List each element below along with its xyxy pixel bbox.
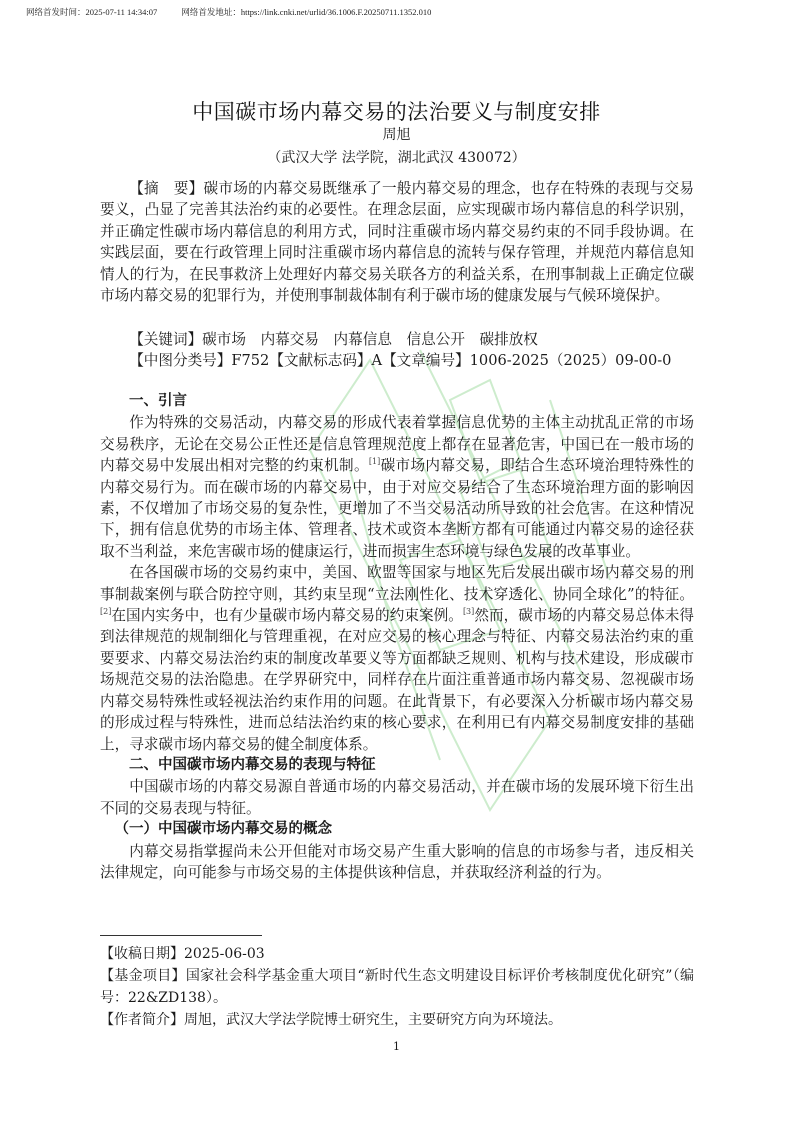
section-heading: 二、中国碳市场内幕交易的表现与特征	[129, 756, 376, 773]
article-author: 周旭	[382, 127, 411, 143]
abstract-label: 【摘 要】	[129, 180, 204, 197]
citation-ref[interactable]: [2]	[100, 607, 112, 617]
publish-url: 网络首发地址：https://link.cnki.net/urlid/36.1006.F.20250711.1352.010	[181, 7, 432, 17]
article-affiliation: （武汉大学 法学院，湖北武汉 430072）	[267, 150, 526, 166]
paragraph: 中国碳市场的内幕交易源自普通市场的内幕交易活动，并在碳市场的发展环境下衍生出不同的交易表现与特征。	[100, 778, 694, 817]
paragraph	[100, 562, 694, 755]
citation-ref[interactable]: [1]	[368, 457, 381, 467]
keyword: 内幕信息	[333, 331, 392, 348]
publish-time: 网络首发时间：2025-07-11 14:34:07	[26, 7, 158, 17]
keyword: 内幕交易	[260, 331, 319, 348]
footnote-value: 国家社会科学基金重大项目“新时代生态文明建设目标评价考核制度优化研究”（编号：22&ZD138）。	[100, 968, 694, 1006]
publish-header	[26, 6, 453, 18]
footnote-author	[100, 1009, 694, 1031]
abstract	[100, 178, 694, 306]
paragraph-text: 碳市场内幕交易，即结合生态环境治理特殊性的内幕交易行为。而在碳市场的内幕交易中，由于对应交易结合了生态环境治理方面的影响因素，不仅增加了市场交易的复杂性，更增加了不当交易活动所导致的社会危害。在这种情况下，拥有信息优势的市场主体、管理者、技术或资本垄断方都有可能通过内幕交易的途径获取不当利益，来危害碳市场的健康运行，进而损害生态环境与绿色发展的改革事业。	[100, 457, 694, 560]
abstract-text: 碳市场的内幕交易既继承了一般内幕交易的理念，也存在特殊的表现与交易要义，凸显了完善其法治约束的必要性。在理念层面，应实现碳市场内幕信息的科学识别，并正确定性碳市场内幕信息的利用方式，同时注重碳市场内幕交易约束的不同手段协调。在实践层面，要在行政管理上同时注重碳市场内幕信息的流转与保存管理，并规范内幕信息知情人的行为，在民事救济上处理好内幕交易关联各方的利益关系，在刑事制裁上正确定位碳市场内幕交易的犯罪行为，并使刑事制裁体制有利于碳市场的健康发展与气候环境保护。	[100, 180, 694, 305]
doc-code-label: 【文献标志码】	[269, 352, 372, 369]
footnote-fund	[100, 965, 694, 1009]
page-number: 1	[393, 1040, 400, 1053]
clc-value: F752	[231, 352, 270, 369]
classification	[100, 350, 694, 371]
paragraph: 内幕交易指掌握尚未公开但能对市场交易产生重大影响的信息的市场参与者，违反相关法律规定，向可能参与市场交易的主体提供该种信息，并获取经济利益的行为。	[100, 842, 694, 881]
footnotes	[100, 943, 694, 1031]
article-no-value: 1006-2025（2025）09-00-0	[469, 352, 672, 369]
section-intro	[100, 391, 694, 883]
paragraph	[100, 412, 694, 562]
keywords	[100, 329, 694, 350]
footnote-label: 【收稿日期】	[100, 946, 184, 962]
article-title: 中国碳市场内幕交易的法治要义与制度安排	[192, 100, 601, 124]
paragraph-text: 在各国碳市场的交易约束中，美国、欧盟等国家与地区先后发展出碳市场内幕交易的刑事制裁案例与联合防控守则，其约束呈现“立法刚性化、技术穿透化、协同全球化”的特征。	[100, 564, 694, 603]
paragraph-text: 作为特殊的交易活动，内幕交易的形成代表着掌握信息优势的主体主动扰乱正常的市场交易秩序，无论在交易公正性还是信息管理规范度上都存在显著危害，中国已在一般市场的内幕交易中发展出相对完整的约束机制。	[100, 414, 694, 475]
doc-code-value: A	[371, 352, 383, 369]
footnote-value: 周旭，武汉大学法学院博士研究生，主要研究方向为环境法。	[184, 1012, 562, 1028]
paragraph-text: 在国内实务中，也有少量碳市场内幕交易的约束案例。	[111, 607, 463, 625]
keyword: 碳排放权	[479, 331, 538, 348]
subsection-heading: （一）中国碳市场内幕交易的概念	[114, 821, 332, 838]
citation-ref[interactable]: [3]	[462, 607, 475, 617]
footnote-label: 【作者简介】	[100, 1012, 184, 1028]
clc-label: 【中图分类号】	[129, 352, 232, 369]
keyword: 信息公开	[406, 331, 465, 348]
paragraph-text: 然而，碳市场的内幕交易总体未得到法律规范的规制细化与管理重视，在对应交易的核心理念与特征、内幕交易法治约束的重要要求、内幕交易法治约束的制度改革要义等方面都缺乏规则、机构与技术建设，形成碳市场规范交易的法治隐患。在学界研究中，同样存在片面注重普通市场内幕交易、忽视碳市场内幕交易特殊性或轻视法治约束作用的问题。在此背景下，有必要深入分析碳市场内幕交易的形成过程与特殊性，进而总结法治约束的核心要求，在利用已有内幕交易制度安排的基础上，寻求碳市场内幕交易的健全制度体系。	[100, 607, 694, 753]
footnote-received	[100, 943, 694, 965]
footnote-value: 2025-06-03	[184, 946, 265, 962]
article-no-label: 【文章编号】	[382, 352, 470, 369]
section-heading: 一、引言	[129, 393, 187, 409]
keywords-label: 【关键词】	[129, 331, 203, 348]
keyword: 碳市场	[202, 331, 246, 348]
footnote-label: 【基金项目】	[100, 968, 186, 984]
footnote-divider	[100, 935, 262, 936]
